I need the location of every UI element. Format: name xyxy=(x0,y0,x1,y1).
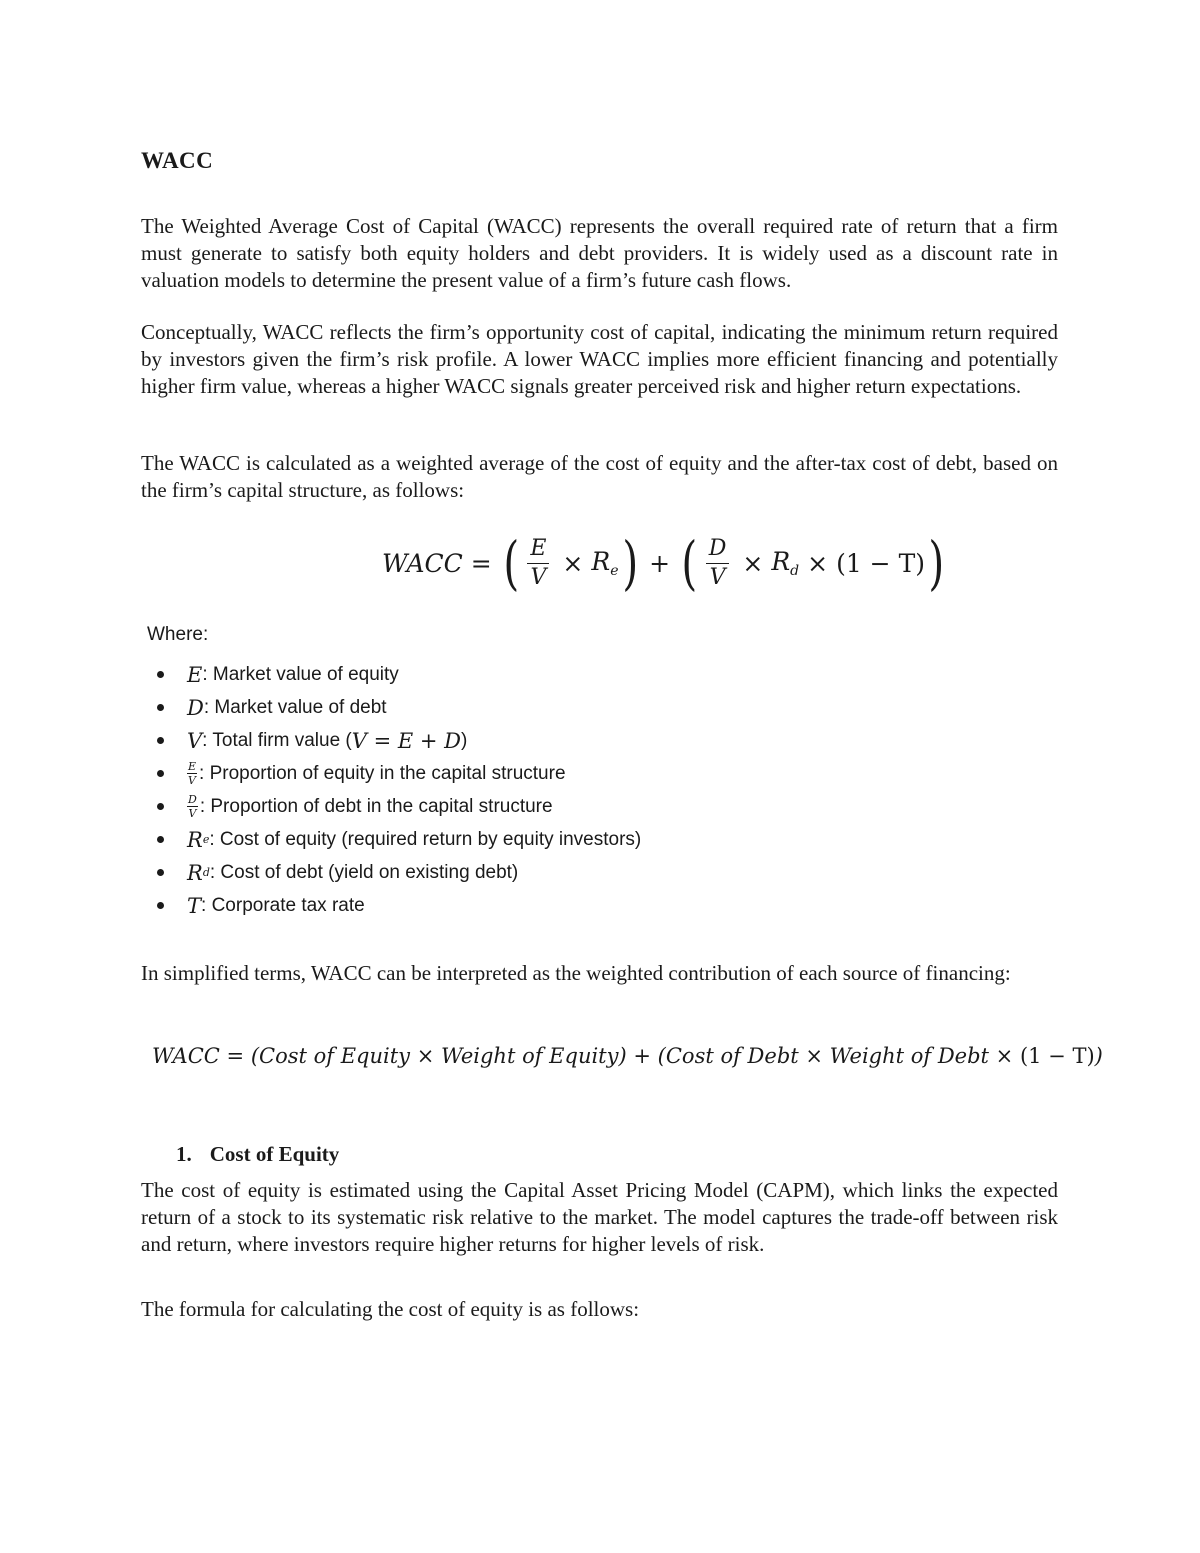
formula-lhs: WACC xyxy=(152,1044,220,1068)
variable-definition: V = E + D xyxy=(351,728,461,753)
calculation-paragraph: The WACC is calculated as a weighted average of the cost of equity and the after-tax cost of debt, based on the firm’s capital structure, as follows: xyxy=(141,451,1058,502)
equity-weight-fraction xyxy=(527,535,549,590)
variable-description: : Total firm value ( xyxy=(202,729,352,751)
list-item xyxy=(155,658,641,691)
mini-numerator: D xyxy=(188,793,197,806)
variable-symbol: R xyxy=(187,860,203,885)
list-item xyxy=(155,889,641,922)
simplified-paragraph: In simplified terms, WACC can be interpreted as the weighted contribution of each source of financing: xyxy=(141,961,1011,985)
formula-lhs: WACC xyxy=(382,548,463,578)
fraction-numerator-e: E xyxy=(527,538,549,564)
fraction-denominator-v: V xyxy=(530,564,547,590)
tax-shield-term: (1 − T) xyxy=(1019,1044,1095,1068)
variable-symbol: D xyxy=(187,695,204,720)
variable-subscript: e xyxy=(202,833,210,846)
simplified-wacc-formula xyxy=(152,1044,1103,1068)
list-item xyxy=(155,724,641,757)
debt-weight-fraction xyxy=(706,535,730,590)
bullet-icon xyxy=(157,803,164,810)
where-label: Where: xyxy=(147,624,209,645)
left-paren: ( xyxy=(681,529,698,597)
plus-sign: + xyxy=(633,1044,651,1068)
variable-description: : Market value of equity xyxy=(202,663,399,685)
variable-subscript: d xyxy=(202,866,210,879)
bullet-icon xyxy=(157,770,164,777)
times-sign: × xyxy=(562,548,584,578)
section-title: Cost of Equity xyxy=(209,1142,340,1166)
d-subscript: d xyxy=(790,563,800,579)
bullet-icon xyxy=(157,737,164,744)
section-heading xyxy=(176,1142,339,1167)
variable-description: : Proportion of debt in the capital structure xyxy=(199,795,553,817)
closing-paren: ) xyxy=(1094,1044,1103,1068)
debt-fraction-symbol xyxy=(187,794,198,819)
bullet-icon xyxy=(157,869,164,876)
formula-equals: = xyxy=(226,1044,245,1068)
mini-numerator: E xyxy=(188,760,197,773)
e-subscript: e xyxy=(610,563,619,579)
list-item xyxy=(155,691,641,724)
right-paren: ) xyxy=(928,529,945,597)
r-symbol: R xyxy=(591,547,611,576)
variable-symbol: R xyxy=(187,827,203,852)
variable-description: : Market value of debt xyxy=(203,696,387,718)
left-paren: ( xyxy=(503,529,519,597)
formula-equals: = xyxy=(470,548,492,578)
capm-paragraph: The cost of equity is estimated using the Capital Asset Pricing Model (CAPM), which links the expected return of a stock to its systematic risk relative to the market. The model captures the trade-off between risk and return, where investors require higher returns for higher levels of risk. xyxy=(141,1178,1058,1256)
variable-description: : Cost of equity (required return by equity investors) xyxy=(209,828,642,850)
definition-close: ) xyxy=(461,729,468,751)
list-item xyxy=(155,823,641,856)
bullet-icon xyxy=(157,902,164,909)
wacc-formula xyxy=(382,529,948,597)
variable-symbol: T xyxy=(187,893,202,918)
variable-description: : Corporate tax rate xyxy=(201,894,365,916)
document-heading: WACC xyxy=(141,148,214,173)
mini-denominator: V xyxy=(188,774,196,787)
cost-of-debt-symbol xyxy=(771,547,799,579)
variable-list xyxy=(155,658,641,922)
bullet-icon xyxy=(157,836,164,843)
list-item xyxy=(155,757,641,790)
fraction-numerator-d: D xyxy=(706,538,730,564)
variable-description: : Cost of debt (yield on existing debt) xyxy=(209,861,519,883)
tax-shield-term: (1 − T) xyxy=(836,548,926,578)
debt-term: (Cost of Debt × Weight of Debt × xyxy=(657,1044,1020,1068)
variable-symbol: E xyxy=(187,662,203,687)
formula-intro-paragraph: The formula for calculating the cost of equity is as follows: xyxy=(141,1297,640,1321)
variable-description: : Proportion of equity in the capital structure xyxy=(199,762,566,784)
bullet-icon xyxy=(157,671,164,678)
times-sign: × xyxy=(807,548,829,578)
section-number: 1. xyxy=(176,1142,192,1166)
bullet-icon xyxy=(157,704,164,711)
plus-sign: + xyxy=(649,548,671,578)
cost-of-equity-symbol xyxy=(591,547,618,579)
equity-term: (Cost of Equity × Weight of Equity) xyxy=(250,1044,627,1068)
concept-paragraph: Conceptually, WACC reflects the firm’s opportunity cost of capital, indicating the minimum return required by investors given the firm’s risk profile. A lower WACC implies more efficient financing and potentially higher firm value, whereas a higher WACC signals greater perceived risk and higher return expectations. xyxy=(141,320,1058,398)
right-paren: ) xyxy=(621,529,638,597)
fraction-denominator-v: V xyxy=(709,564,726,590)
variable-symbol: V xyxy=(187,728,203,753)
times-sign: × xyxy=(742,548,764,578)
list-item xyxy=(155,856,641,889)
intro-paragraph: The Weighted Average Cost of Capital (WACC) represents the overall required rate of return that a firm must generate to satisfy both equity holders and debt providers. It is widely used as a discount rate in valuation models to determine the present value of a firm’s future cash flows. xyxy=(141,214,1058,292)
list-item xyxy=(155,790,641,823)
equity-fraction-symbol xyxy=(187,761,197,786)
r-symbol: R xyxy=(771,547,791,576)
mini-denominator: V xyxy=(188,807,197,820)
